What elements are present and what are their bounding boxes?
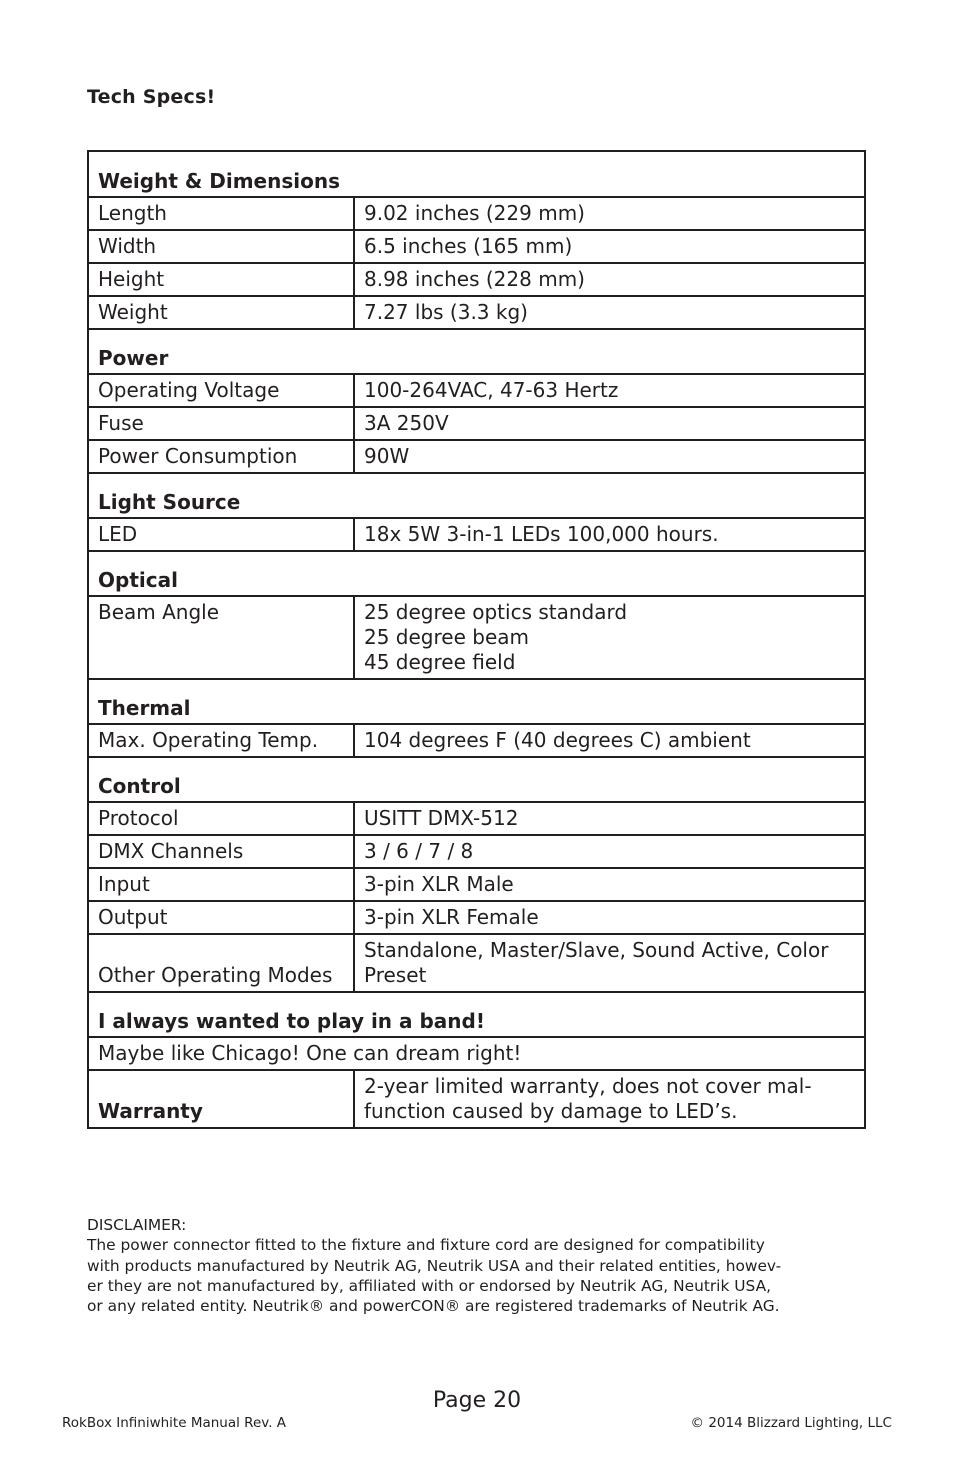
spec-value: 3A 250V	[354, 407, 865, 440]
spec-value-line: 25 degree optics standard	[364, 600, 628, 624]
spec-row-weight	[88, 296, 865, 329]
disclaimer	[87, 1215, 877, 1316]
warranty-value-line: 2-year limited warranty, does not cover mal-	[364, 1074, 812, 1098]
section-heading: Optical	[88, 551, 865, 596]
section-band	[88, 992, 865, 1037]
section-weight-dimensions	[88, 151, 865, 197]
spec-row-fuse	[88, 407, 865, 440]
spec-row-beam-angle	[88, 596, 865, 679]
section-heading: I always wanted to play in a band!	[88, 992, 865, 1037]
footer-copyright: © 2014 Blizzard Lighting, LLC	[690, 1415, 892, 1431]
warranty-label: Warranty	[88, 1070, 354, 1128]
disclaimer-line: The power connector fitted to the fixture and fixture cord are designed for compatibility	[87, 1236, 765, 1255]
warranty-value-line: function caused by damage to LED’s.	[364, 1099, 738, 1123]
tech-specs-table	[87, 150, 866, 1129]
spec-row-led	[88, 518, 865, 551]
spec-value-line: 25 degree beam	[364, 625, 529, 649]
spec-value-line: Preset	[364, 963, 427, 987]
spec-row-operating-voltage	[88, 374, 865, 407]
spec-value: USITT DMX-512	[354, 802, 865, 835]
spec-label: Fuse	[88, 407, 354, 440]
spec-label: DMX Channels	[88, 835, 354, 868]
spec-value: 8.98 inches (228 mm)	[354, 263, 865, 296]
disclaimer-line: or any related entity. Neutrik® and powerCON® are registered trademarks of Neutrik AG.	[87, 1297, 780, 1316]
spec-value: 100-264VAC, 47-63 Hertz	[354, 374, 865, 407]
section-heading: Thermal	[88, 679, 865, 724]
disclaimer-line: with products manufactured by Neutrik AG, Neutrik USA and their related entities, howev-	[87, 1256, 782, 1275]
band-note: Maybe like Chicago! One can dream right!	[88, 1037, 865, 1070]
spec-value	[354, 596, 865, 679]
spec-row-height	[88, 263, 865, 296]
footer-manual-title: RokBox Infiniwhite Manual Rev. A	[62, 1415, 287, 1431]
spec-row-warranty	[88, 1070, 865, 1128]
spec-label: Operating Voltage	[88, 374, 354, 407]
spec-label: Weight	[88, 296, 354, 329]
section-power	[88, 329, 865, 374]
spec-value: 9.02 inches (229 mm)	[354, 197, 865, 230]
spec-value: 3-pin XLR Male	[354, 868, 865, 901]
spec-value-line: 45 degree field	[364, 650, 516, 674]
spec-row-length	[88, 197, 865, 230]
spec-value-line: Standalone, Master/Slave, Sound Active, Color	[364, 938, 829, 962]
spec-value: 3-pin XLR Female	[354, 901, 865, 934]
section-heading: Weight & Dimensions	[88, 151, 865, 197]
page-number: Page 20	[432, 1388, 522, 1413]
spec-value: 18x 5W 3-in-1 LEDs 100,000 hours.	[354, 518, 865, 551]
spec-row-output	[88, 901, 865, 934]
section-heading: Light Source	[88, 473, 865, 518]
section-light-source	[88, 473, 865, 518]
section-optical	[88, 551, 865, 596]
spec-value: 6.5 inches (165 mm)	[354, 230, 865, 263]
spec-label: Power Consumption	[88, 440, 354, 473]
section-control	[88, 757, 865, 802]
spec-row-input	[88, 868, 865, 901]
section-thermal	[88, 679, 865, 724]
spec-value	[354, 934, 865, 992]
spec-label: Input	[88, 868, 354, 901]
spec-label: LED	[88, 518, 354, 551]
spec-label: Protocol	[88, 802, 354, 835]
spec-label: Beam Angle	[88, 596, 354, 679]
band-note-row	[88, 1037, 865, 1070]
spec-label: Height	[88, 263, 354, 296]
spec-row-power-consumption	[88, 440, 865, 473]
spec-label: Other Operating Modes	[88, 934, 354, 992]
page-title: Tech Specs!	[87, 86, 216, 108]
spec-row-protocol	[88, 802, 865, 835]
spec-value: 90W	[354, 440, 865, 473]
spec-value: 7.27 lbs (3.3 kg)	[354, 296, 865, 329]
spec-label: Width	[88, 230, 354, 263]
spec-label: Output	[88, 901, 354, 934]
spec-row-other-operating-modes	[88, 934, 865, 992]
spec-label: Max. Operating Temp.	[88, 724, 354, 757]
spec-row-width	[88, 230, 865, 263]
spec-label: Length	[88, 197, 354, 230]
section-heading: Control	[88, 757, 865, 802]
spec-row-dmx-channels	[88, 835, 865, 868]
disclaimer-line: er they are not manufactured by, affiliated with or endorsed by Neutrik AG, Neutrik USA,	[87, 1276, 772, 1295]
disclaimer-heading: DISCLAIMER:	[87, 1216, 187, 1234]
spec-row-max-operating-temp	[88, 724, 865, 757]
spec-value: 3 / 6 / 7 / 8	[354, 835, 865, 868]
warranty-value	[354, 1070, 865, 1128]
spec-value: 104 degrees F (40 degrees C) ambient	[354, 724, 865, 757]
section-heading: Power	[88, 329, 865, 374]
